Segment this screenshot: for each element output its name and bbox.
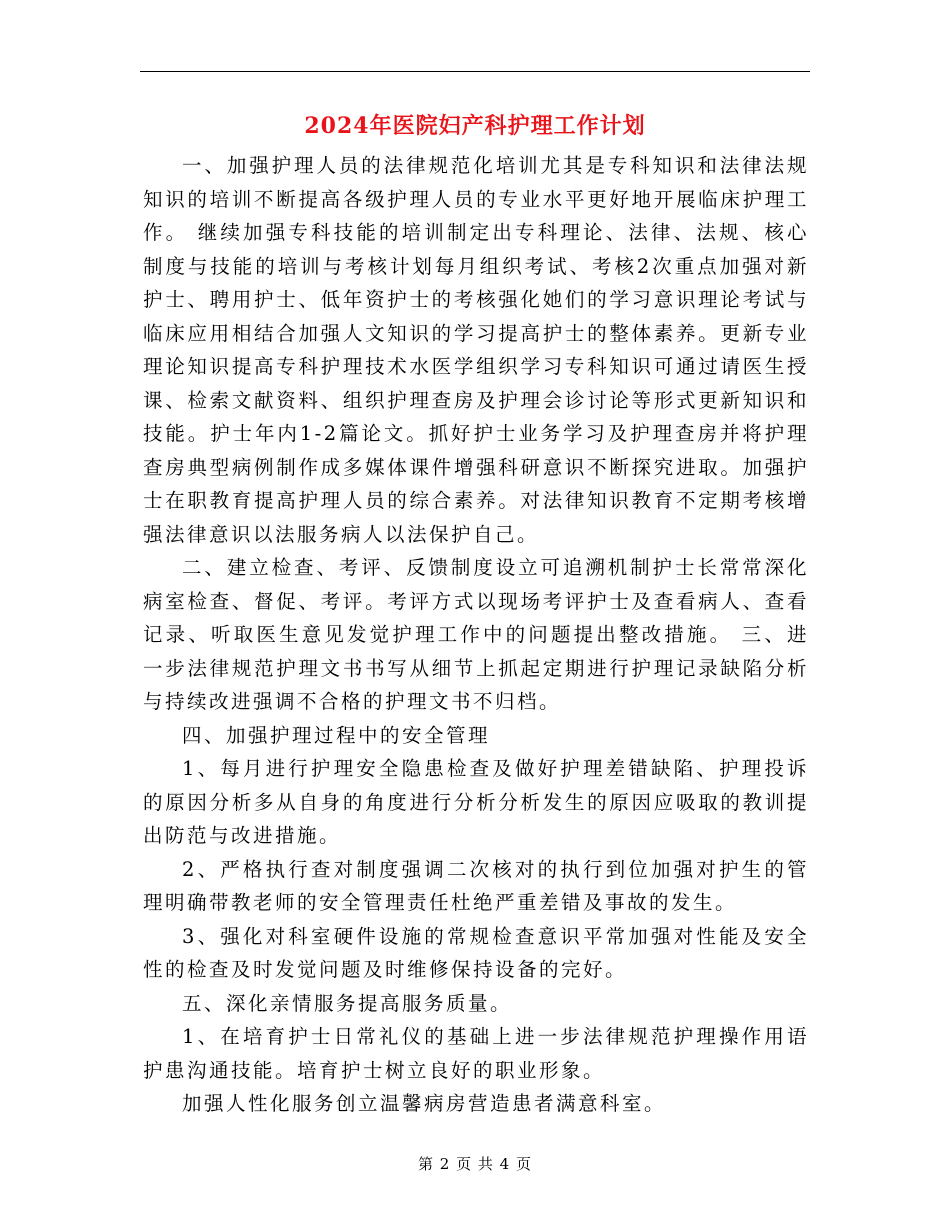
paragraph-training: 一、加强护理人员的法律规范化培训尤其是专科知识和法律法规知识的培训不断提高各级护理人员的专业水平更好地开展临床护理工作。 继续加强专科技能的培训制定出专科理论、法律、法规、核心制度与技能的培训与考核计划每月组织考试、考核2次重点加强对新护士、聘用护士、低年资护士的考核强化她们的学习意识理论考试与临床应用相结合加强人文知识的学习提高护士的整体素养。更新专业理论知识提高专科护理技术水医学组织学习专科知识可通过请医生授课、检索文献资料、组织护理查房及护理会诊讨论等形式更新知识和技能。护士年内1-2篇论文。抓好护士业务学习及护理查房并将护理查房典型病例制作成多媒体课件增强科研意识不断探究进取。加强护士在职教育提高护理人员的综合素养。对法律知识教育不定期考核增强法律意识以法服务病人以法保护自己。 bbox=[143, 154, 809, 546]
paragraph-safety-item-2: 2、严格执行查对制度强调二次核对的执行到位加强对护生的管理明确带教老师的安全管理责任杜绝严重差错及事故的发生。 bbox=[143, 857, 809, 914]
paragraph-service-item-1: 1、在培育护士日常礼仪的基础上进一步法律规范护理操作用语护患沟通技能。培育护士树立良好的职业形象。 bbox=[143, 1025, 809, 1082]
header-rule bbox=[140, 71, 810, 72]
paragraph-inspection: 二、建立检查、考评、反馈制度设立可追溯机制护士长常常深化病室检查、督促、考评。考评方式以现场考评护士及查看病人、查看记录、听取医生意见发觉护理工作中的问题提出整改措施。 三、进一步法律规范护理文书书写从细节上抓起定期进行护理记录缺陷分析与持续改进强调不合格的护理文书不归档。 bbox=[143, 556, 809, 713]
paragraph-safety-item-1: 1、每月进行护理安全隐患检查及做好护理差错缺陷、护理投诉的原因分析多从自身的角度进行分析分析发生的原因应吸取的教训提出防范与改进措施。 bbox=[143, 757, 809, 847]
document-body bbox=[143, 149, 809, 1121]
paragraph-safety-heading: 四、加强护理过程中的安全管理 bbox=[182, 723, 491, 747]
page-number: 第 2 页 共 4 页 bbox=[418, 1155, 532, 1173]
paragraph-safety-item-3: 3、强化对科室硬件设施的常规检查意识平常加强对性能及安全性的检查及时发觉问题及时维修保持设备的完好。 bbox=[143, 924, 809, 981]
paragraph-service-closing: 加强人性化服务创立温馨病房营造患者满意科室。 bbox=[182, 1092, 667, 1115]
document-title: 2024年医院妇产科护理工作计划 bbox=[304, 113, 646, 139]
paragraph-service-heading: 五、深化亲情服务提高服务质量。 bbox=[182, 991, 513, 1015]
